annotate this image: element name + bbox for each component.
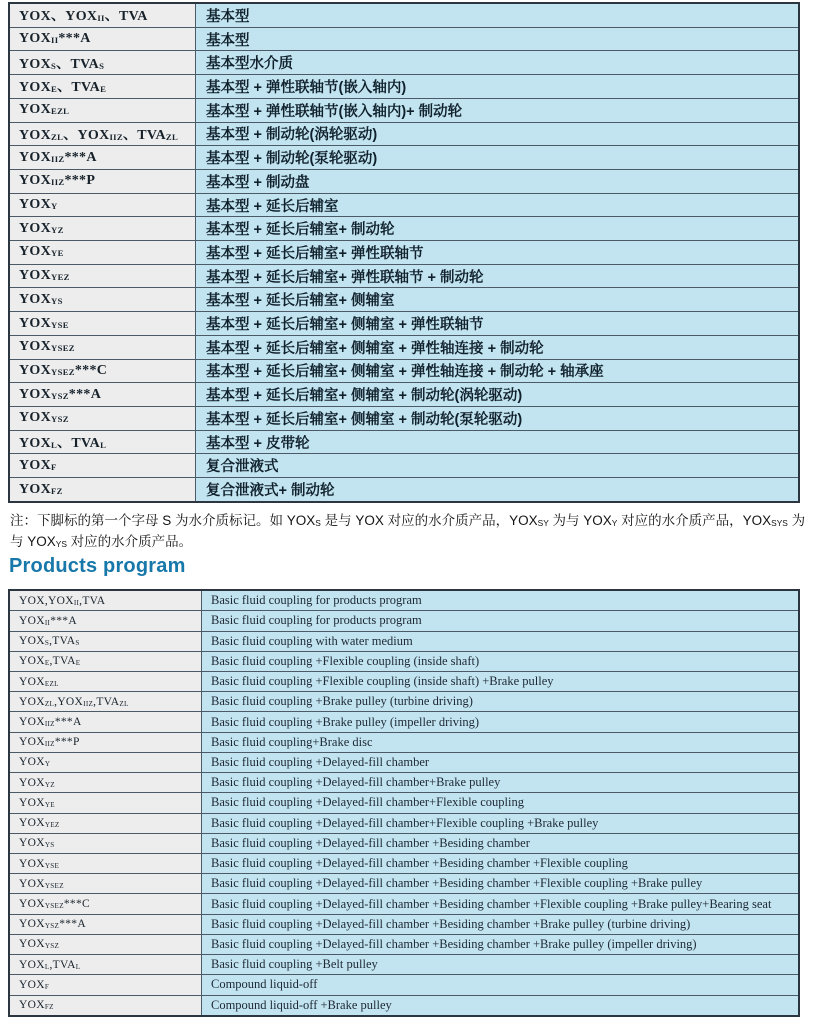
en-products-table xyxy=(8,589,800,1017)
description-cell: Basic fluid coupling +Delayed-fill chamber+Flexible coupling xyxy=(202,793,800,813)
model-cell: $YOX_F$ xyxy=(9,454,196,478)
table-row xyxy=(9,169,799,193)
table-row xyxy=(9,264,799,288)
model-cell: $YOX_{FZ}$ xyxy=(9,995,202,1016)
table-row xyxy=(9,335,799,359)
table-row xyxy=(9,651,799,671)
table-row xyxy=(9,478,799,502)
table-row xyxy=(9,752,799,772)
description-cell: 基本型 + 延长后辅室+ 弹性联轴节 + 制动轮 xyxy=(196,264,800,288)
description-cell: 基本型水介质 xyxy=(196,51,800,75)
description-cell: Basic fluid coupling +Delayed-fill chamber +Besiding chamber +Flexible coupling +Brake pulley xyxy=(202,874,800,894)
table-row xyxy=(9,312,799,336)
model-cell: $YOX_{YSEZ}$ xyxy=(9,874,202,894)
description-cell: 基本型 + 弹性联轴节(嵌入轴内) xyxy=(196,75,800,99)
table-row xyxy=(9,122,799,146)
description-cell: Basic fluid coupling +Delayed-fill chamber +Besiding chamber +Brake pulley (impeller driving) xyxy=(202,934,800,954)
description-cell: Basic fluid coupling for products program xyxy=(202,611,800,631)
table-row xyxy=(9,454,799,478)
description-cell: 基本型 + 延长后辅室+ 制动轮 xyxy=(196,217,800,241)
table-row xyxy=(9,934,799,954)
model-cell: $YOX_{YZ}$ xyxy=(9,217,196,241)
cn-table-body xyxy=(9,3,799,502)
table-row xyxy=(9,51,799,75)
table-row xyxy=(9,288,799,312)
model-cell: $YOX_{YS}$ xyxy=(9,833,202,853)
model-cell: $YOX_F$ xyxy=(9,975,202,995)
table-row xyxy=(9,955,799,975)
model-cell: $YOX_{YEZ}$ xyxy=(9,813,202,833)
model-cell: $YOX_{EZL}$ xyxy=(9,672,202,692)
model-cell: $YOX_{ZL},YOX_{IIZ},TVA_{ZL}$ xyxy=(9,692,202,712)
table-row xyxy=(9,732,799,752)
model-cell: $YOX_{II}***A$ xyxy=(9,611,202,631)
model-cell: $YOX,YOX_{II},TVA$ xyxy=(9,590,202,611)
description-cell: 基本型 xyxy=(196,3,800,27)
description-cell: Basic fluid coupling +Flexible coupling (inside shaft) xyxy=(202,651,800,671)
description-cell: 基本型 + 延长后辅室+ 弹性联轴节 xyxy=(196,241,800,265)
model-cell: $YOX_{YSZ}***A$ xyxy=(9,914,202,934)
description-cell: 基本型 + 延长后辅室+ 侧辅室 + 弹性轴连接 + 制动轮 + 轴承座 xyxy=(196,359,800,383)
model-cell: $YOX_{YSZ}***A$ xyxy=(9,383,196,407)
model-cell: YOX、$YOX_{II}$、TVA xyxy=(9,3,196,27)
description-cell: 基本型 + 延长后辅室+ 侧辅室 + 制动轮(泵轮驱动) xyxy=(196,406,800,430)
model-cell: $YOX_{ZL}$、$YOX_{IIZ}$、$TVA_{ZL}$ xyxy=(9,122,196,146)
table-row xyxy=(9,193,799,217)
description-cell: Basic fluid coupling +Delayed-fill chamber +Besiding chamber +Flexible coupling +Brake pulley+Bearing seat xyxy=(202,894,800,914)
model-cell: $YOX_{YSE}$ xyxy=(9,853,202,873)
model-cell: $YOX_{YS}$ xyxy=(9,288,196,312)
description-cell: Compound liquid-off +Brake pulley xyxy=(202,995,800,1016)
table-row xyxy=(9,430,799,454)
table-row xyxy=(9,773,799,793)
description-cell: 基本型 + 皮带轮 xyxy=(196,430,800,454)
table-row xyxy=(9,631,799,651)
description-cell: 基本型 + 弹性联轴节(嵌入轴内)+ 制动轮 xyxy=(196,98,800,122)
model-cell: $YOX_E$、$TVA_E$ xyxy=(9,75,196,99)
description-cell: 基本型 + 延长后辅室+ 侧辅室 + 弹性轴连接 + 制动轮 xyxy=(196,335,800,359)
description-cell: Basic fluid coupling +Belt pulley xyxy=(202,955,800,975)
description-cell: Basic fluid coupling +Brake pulley (impeller driving) xyxy=(202,712,800,732)
table-row xyxy=(9,75,799,99)
table-row xyxy=(9,383,799,407)
table-row xyxy=(9,98,799,122)
description-cell: 基本型 + 延长后辅室+ 侧辅室 xyxy=(196,288,800,312)
model-cell: $YOX_{IIZ}***A$ xyxy=(9,146,196,170)
table-row xyxy=(9,217,799,241)
description-cell: 基本型 + 延长后辅室+ 侧辅室 + 制动轮(涡轮驱动) xyxy=(196,383,800,407)
description-cell: 基本型 + 制动盘 xyxy=(196,169,800,193)
model-cell: $YOX_{FZ}$ xyxy=(9,478,196,502)
description-cell: Basic fluid coupling +Brake pulley (turbine driving) xyxy=(202,692,800,712)
table-row xyxy=(9,146,799,170)
page-title: Products program xyxy=(9,555,186,577)
table-row xyxy=(9,672,799,692)
description-cell: Basic fluid coupling+Brake disc xyxy=(202,732,800,752)
description-cell: 复合泄液式+ 制动轮 xyxy=(196,478,800,502)
model-cell: $YOX_S$、$TVA_S$ xyxy=(9,51,196,75)
model-cell: $YOX_{EZL}$ xyxy=(9,98,196,122)
description-cell: Compound liquid-off xyxy=(202,975,800,995)
en-table-body xyxy=(9,590,799,1016)
table-row xyxy=(9,894,799,914)
table-row xyxy=(9,712,799,732)
model-cell: $YOX_{IIZ}***P$ xyxy=(9,169,196,193)
table-row xyxy=(9,590,799,611)
table-row xyxy=(9,692,799,712)
model-cell: $YOX_Y$ xyxy=(9,752,202,772)
description-cell: 基本型 + 制动轮(涡轮驱动) xyxy=(196,122,800,146)
table-row xyxy=(9,27,799,51)
description-cell: Basic fluid coupling +Delayed-fill chamber +Besiding chamber +Brake pulley (turbine driving) xyxy=(202,914,800,934)
model-cell: $YOX_{II}***A$ xyxy=(9,27,196,51)
model-cell: $YOX_S,TVA_S$ xyxy=(9,631,202,651)
model-cell: $YOX_Y$ xyxy=(9,193,196,217)
table-row xyxy=(9,975,799,995)
description-cell: 基本型 xyxy=(196,27,800,51)
model-cell: $YOX_{IIZ}***A$ xyxy=(9,712,202,732)
table-row xyxy=(9,813,799,833)
table-row xyxy=(9,833,799,853)
model-cell: $YOX_{YE}$ xyxy=(9,793,202,813)
model-cell: $YOX_{YE}$ xyxy=(9,241,196,265)
table-row xyxy=(9,914,799,934)
table-row xyxy=(9,793,799,813)
description-cell: 复合泄液式 xyxy=(196,454,800,478)
model-cell: $YOX_L$、$TVA_L$ xyxy=(9,430,196,454)
description-cell: 基本型 + 制动轮(泵轮驱动) xyxy=(196,146,800,170)
description-cell: Basic fluid coupling +Delayed-fill chamber +Besiding chamber xyxy=(202,833,800,853)
description-cell: Basic fluid coupling with water medium xyxy=(202,631,800,651)
table-row xyxy=(9,406,799,430)
table-row xyxy=(9,241,799,265)
description-cell: Basic fluid coupling +Flexible coupling (inside shaft) +Brake pulley xyxy=(202,672,800,692)
table-row xyxy=(9,3,799,27)
model-cell: $YOX_{YZ}$ xyxy=(9,773,202,793)
model-cell: $YOX_{YSEZ}***C$ xyxy=(9,894,202,914)
table-row xyxy=(9,611,799,631)
model-cell: $YOX_{IIZ}***P$ xyxy=(9,732,202,752)
table-row xyxy=(9,995,799,1016)
model-cell: $YOX_E,TVA_E$ xyxy=(9,651,202,671)
model-cell: $YOX_{YSE}$ xyxy=(9,312,196,336)
table-row xyxy=(9,874,799,894)
model-cell: $YOX_{YEZ}$ xyxy=(9,264,196,288)
model-cell: $YOX_{YSZ}$ xyxy=(9,934,202,954)
model-cell: $YOX_{YSEZ}***C$ xyxy=(9,359,196,383)
table-row xyxy=(9,853,799,873)
cn-products-table xyxy=(8,2,800,503)
description-cell: 基本型 + 延长后辅室+ 侧辅室 + 弹性联轴节 xyxy=(196,312,800,336)
description-cell: Basic fluid coupling for products program xyxy=(202,590,800,611)
model-cell: $YOX_{YSEZ}$ xyxy=(9,335,196,359)
table-row xyxy=(9,359,799,383)
description-cell: Basic fluid coupling +Delayed-fill chamber +Besiding chamber +Flexible coupling xyxy=(202,853,800,873)
footnote: 注：下脚标的第一个字母 S 为水介质标记。如 $YOX_S$ 是与 YOX 对应的水介质产品，$YOX_{SY}$ 为与 $YOX_Y$ 对应的水介质产品，$YOX_{SYS}$ 为与 $YOX_{YS}$ 对应的水介质产品。 xyxy=(10,513,806,549)
model-cell: $YOX_L,TVA_L$ xyxy=(9,955,202,975)
description-cell: Basic fluid coupling +Delayed-fill chamber+Brake pulley xyxy=(202,773,800,793)
description-cell: 基本型 + 延长后辅室 xyxy=(196,193,800,217)
description-cell: Basic fluid coupling +Delayed-fill chamber xyxy=(202,752,800,772)
description-cell: Basic fluid coupling +Delayed-fill chamber+Flexible coupling +Brake pulley xyxy=(202,813,800,833)
model-cell: $YOX_{YSZ}$ xyxy=(9,406,196,430)
